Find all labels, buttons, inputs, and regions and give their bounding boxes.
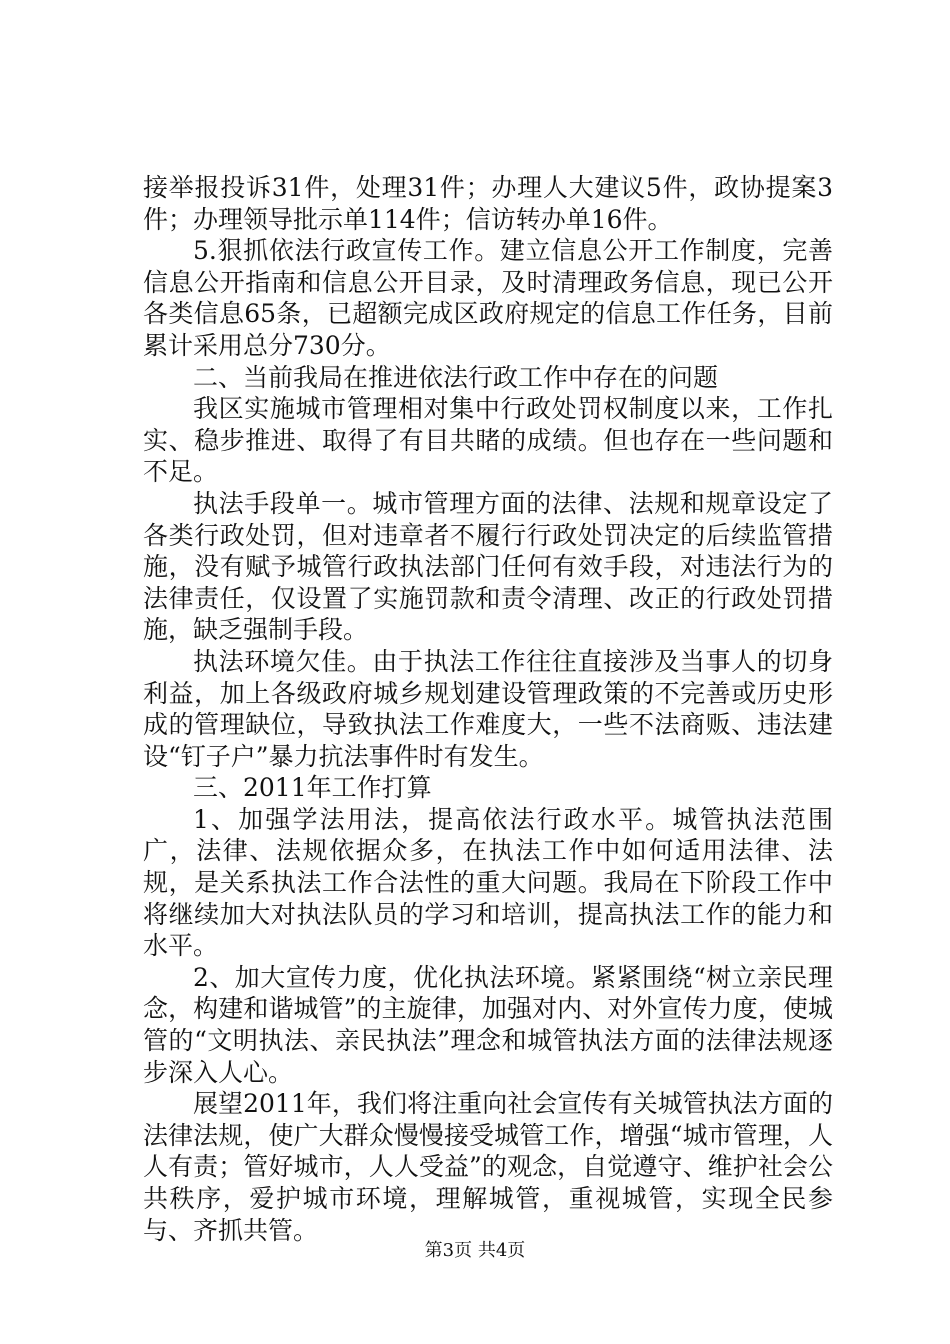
document-body: [143, 172, 833, 1246]
paragraph-problems-intro: 我区实施城市管理相对集中行政处罚权制度以来，工作扎实、稳步推进、取得了有目共睹的成绩。但也存在一些问题和不足。: [143, 394, 833, 487]
page-footer: 第3页 共4页: [424, 1240, 526, 1261]
paragraph-enforcement-environment: 执法环境欠佳。由于执法工作往往直接涉及当事人的切身利益，加上各级政府城乡规划建设管理政策的不完善或历史形成的管理缺位，导致执法工作难度大，一些不法商贩、违法建设“钉子户”暴力抗法事件时有发生。: [143, 646, 833, 771]
paragraph-item-5: 5.狠抓依法行政宣传工作。建立信息公开工作制度，完善信息公开指南和信息公开目录，及时清理政务信息，现已公开各类信息65条，已超额完成区政府规定的信息工作任务，目前累计采用总分730分。: [143, 236, 833, 360]
paragraph-enforcement-means: 执法手段单一。城市管理方面的法律、法规和规章设定了各类行政处罚，但对违章者不履行行政处罚决定的后续监管措施，没有赋予城管行政执法部门任何有效手段，对违法行为的法律责任，仅设置了实施罚款和责令清理、改正的行政处罚措施，缺乏强制手段。: [143, 488, 833, 645]
paragraph-plan-1: 1、加强学法用法，提高依法行政水平。城管执法范围广，法律、法规依据众多，在执法工作中如何适用法律、法规，是关系执法工作合法性的重大问题。我局在下阶段工作中将继续加大对执法队员的学习和培训，提高执法工作的能力和水平。: [143, 804, 833, 961]
section-heading-problems: 二、当前我局在推进依法行政工作中存在的问题: [193, 362, 719, 392]
paragraph-outlook: 展望2011年，我们将注重向社会宣传有关城管执法方面的法律法规，使广大群众慢慢接受城管工作，增强“城市管理，人人有责；管好城市，人人受益”的观念，自觉遵守、维护社会公共秩序，爱护城市环境，理解城管，重视城管，实现全民参与、齐抓共管。: [143, 1089, 833, 1245]
paragraph-continuation: 接举报投诉31件，处理31件；办理人大建议5件，政协提案3件；办理领导批示单114件；信访转办单16件。: [143, 173, 833, 234]
section-heading-plans: 三、2011年工作打算: [193, 773, 432, 803]
paragraph-plan-2: 2、加大宣传力度，优化执法环境。紧紧围绕“树立亲民理念，构建和谐城管”的主旋律，加强对内、对外宣传力度，使城管的“文明执法、亲民执法”理念和城管执法方面的法律法规逐步深入人心。: [143, 962, 833, 1087]
